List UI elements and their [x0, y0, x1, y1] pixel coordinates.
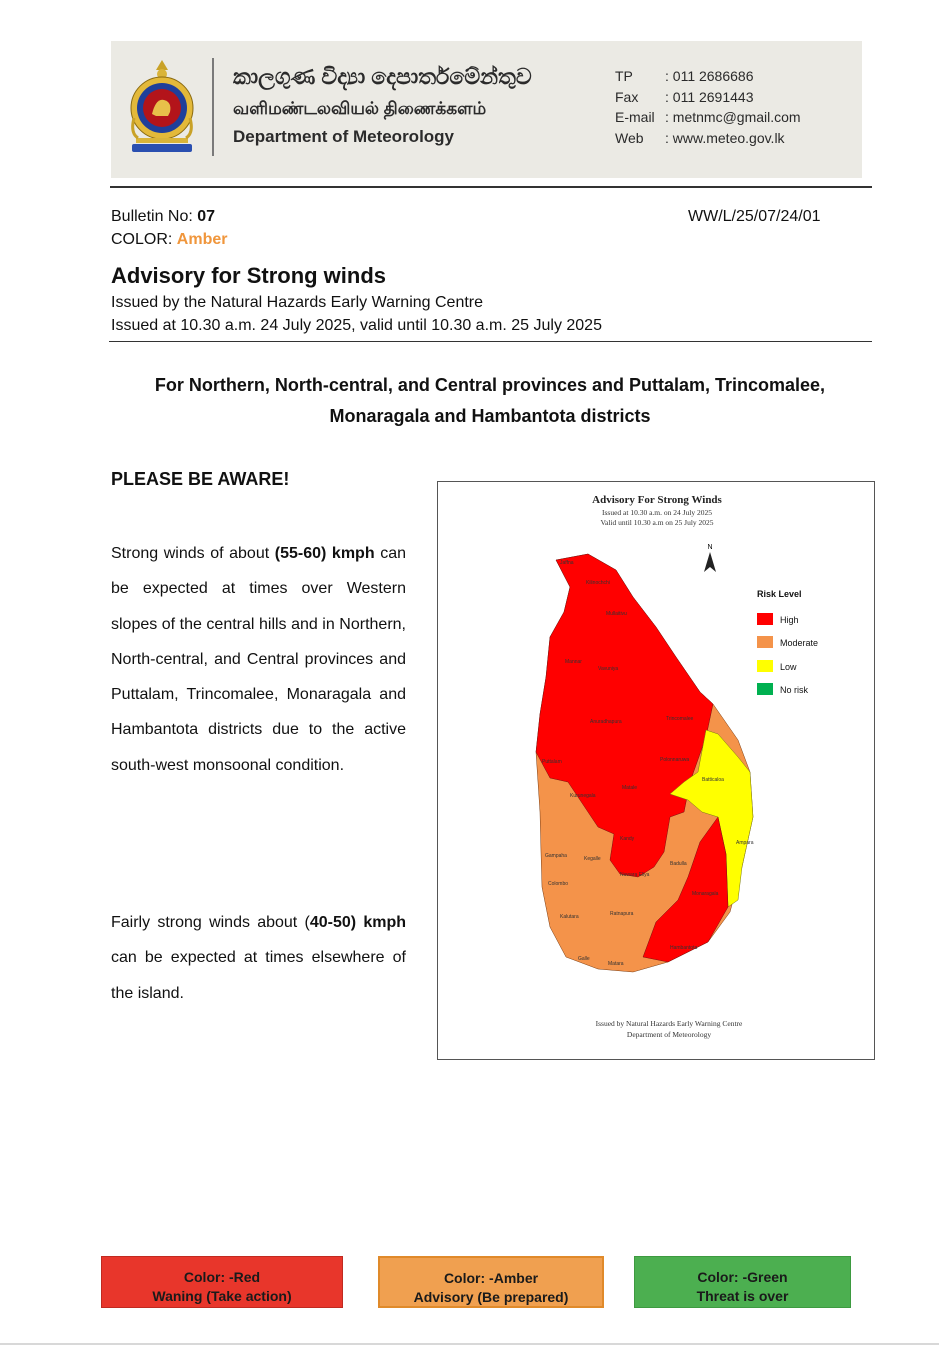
- svg-text:Kalutara: Kalutara: [560, 914, 579, 920]
- header-rule: [110, 186, 872, 188]
- svg-text:Badulla: Badulla: [670, 861, 687, 867]
- svg-text:Ampara: Ampara: [736, 840, 754, 846]
- dept-name-english: Department of Meteorology: [233, 127, 455, 146]
- contact-block: [615, 66, 801, 149]
- color-value: Amber: [176, 231, 228, 248]
- legend-swatch-high: [757, 613, 773, 625]
- legend-label-moderate: Moderate: [780, 638, 819, 648]
- svg-text:Risk Level: Risk Level: [757, 589, 802, 599]
- sri-lanka-emblem-icon: [128, 58, 196, 154]
- contact-phone: TP : 011 2686686: [615, 68, 754, 84]
- dept-name-sinhala: කාලගුණ විද්‍යා දෙපාර්තමේන්තුව: [233, 64, 532, 89]
- svg-text:Matara: Matara: [608, 961, 624, 967]
- region-line-2: Monaragala and Hambantota districts: [329, 406, 651, 426]
- legend-box-amber: Color: -Amber Advisory (Be prepared): [378, 1256, 604, 1308]
- svg-text:Vavuniya: Vavuniya: [598, 666, 619, 672]
- svg-text:Mannar: Mannar: [565, 659, 582, 665]
- affected-regions: [110, 370, 870, 432]
- svg-text:N: N: [707, 544, 713, 551]
- page-bottom-edge: [0, 1343, 939, 1345]
- contact-fax: Fax : 011 2691443: [615, 88, 754, 105]
- strong-winds-paragraph: Strong winds of about (55-60) kmph can be expected at times over Western slopes of the central hills and in Northern, North-central, and Central provinces and Puttalam, Trincomalee, Monaragala and Hambantota districts due to the active south-west monsoonal condition.: [111, 545, 406, 774]
- fairly-strong-winds-paragraph: Fairly strong winds about (40-50) kmph can be expected at times elsewhere of the island.: [111, 914, 406, 1002]
- svg-text:Colombo: Colombo: [548, 881, 569, 887]
- legend-label-low: Low: [780, 662, 797, 672]
- issued-at: Issued at 10.30 a.m. 24 July 2025, valid until 10.30 a.m. 25 July 2025: [111, 317, 602, 334]
- map-title: Advisory For Strong Winds: [592, 494, 722, 506]
- svg-text:Gampaha: Gampaha: [545, 853, 567, 859]
- north-arrow-icon: [704, 544, 716, 572]
- legend-swatch-low: [757, 660, 773, 672]
- legend-box-red: Color: -Red Waning (Take action): [101, 1256, 343, 1308]
- map-legend: [757, 589, 818, 695]
- svg-text:Polonnaruwa: Polonnaruwa: [660, 757, 690, 763]
- svg-text:Kilinochchi: Kilinochchi: [586, 580, 610, 586]
- svg-text:Anuradhapura: Anuradhapura: [590, 719, 622, 725]
- map-footer-1: Issued by Natural Hazards Early Warning Centre: [595, 1019, 743, 1028]
- contact-email[interactable]: E-mail : metnmc@gmail.com: [615, 109, 801, 126]
- legend-box-green: Color: -Green Threat is over: [634, 1256, 851, 1308]
- svg-text:Ratnapura: Ratnapura: [610, 911, 634, 917]
- svg-text:Kurunegala: Kurunegala: [570, 793, 596, 799]
- header-divider: [212, 58, 214, 156]
- svg-text:Nuwara Eliya: Nuwara Eliya: [620, 872, 650, 878]
- svg-text:Kandy: Kandy: [620, 836, 635, 842]
- bulletin-reference: WW/L/25/07/24/01: [688, 208, 821, 225]
- title-rule: [109, 341, 872, 342]
- issued-by: Issued by the Natural Hazards Early Warning Centre: [111, 294, 484, 311]
- region-line-1: For Northern, North-central, and Central provinces and Puttalam, Trincomalee,: [154, 375, 826, 395]
- svg-text:Hambantota: Hambantota: [670, 945, 698, 951]
- map-issued: Issued at 10.30 a.m. on 24 July 2025: [602, 508, 712, 517]
- svg-text:Trincomalee: Trincomalee: [666, 716, 694, 722]
- contact-web[interactable]: Web : www.meteo.gov.lk: [615, 130, 785, 147]
- map-valid: Valid until 10.30 a.m on 25 July 2025: [600, 518, 714, 527]
- dept-name-tamil: வளிமண்டலவியல் திணைக்களம்: [233, 99, 487, 118]
- legend-label-no-risk: No risk: [780, 685, 809, 695]
- svg-text:Kegalle: Kegalle: [584, 856, 601, 862]
- svg-text:Jaffna: Jaffna: [560, 560, 574, 566]
- svg-text:Monaragala: Monaragala: [692, 891, 719, 897]
- svg-text:Batticaloa: Batticaloa: [702, 777, 724, 783]
- advisory-title: Advisory for Strong winds: [111, 263, 387, 288]
- risk-map: [437, 481, 875, 1060]
- map-footer-2: Department of Meteorology: [626, 1030, 712, 1039]
- svg-text:Matale: Matale: [622, 785, 638, 791]
- bulletin-number: Bulletin No: 07: [111, 208, 216, 225]
- aware-heading: PLEASE BE AWARE!: [111, 469, 290, 489]
- legend-swatch-moderate: [757, 636, 773, 648]
- legend-swatch-no-risk: [757, 683, 773, 695]
- svg-text:Mullaitivu: Mullaitivu: [606, 611, 627, 617]
- svg-text:Galle: Galle: [578, 956, 590, 962]
- bulletin-color: COLOR: Amber: [111, 231, 228, 248]
- svg-text:Puttalam: Puttalam: [542, 759, 562, 765]
- legend-label-high: High: [780, 615, 799, 625]
